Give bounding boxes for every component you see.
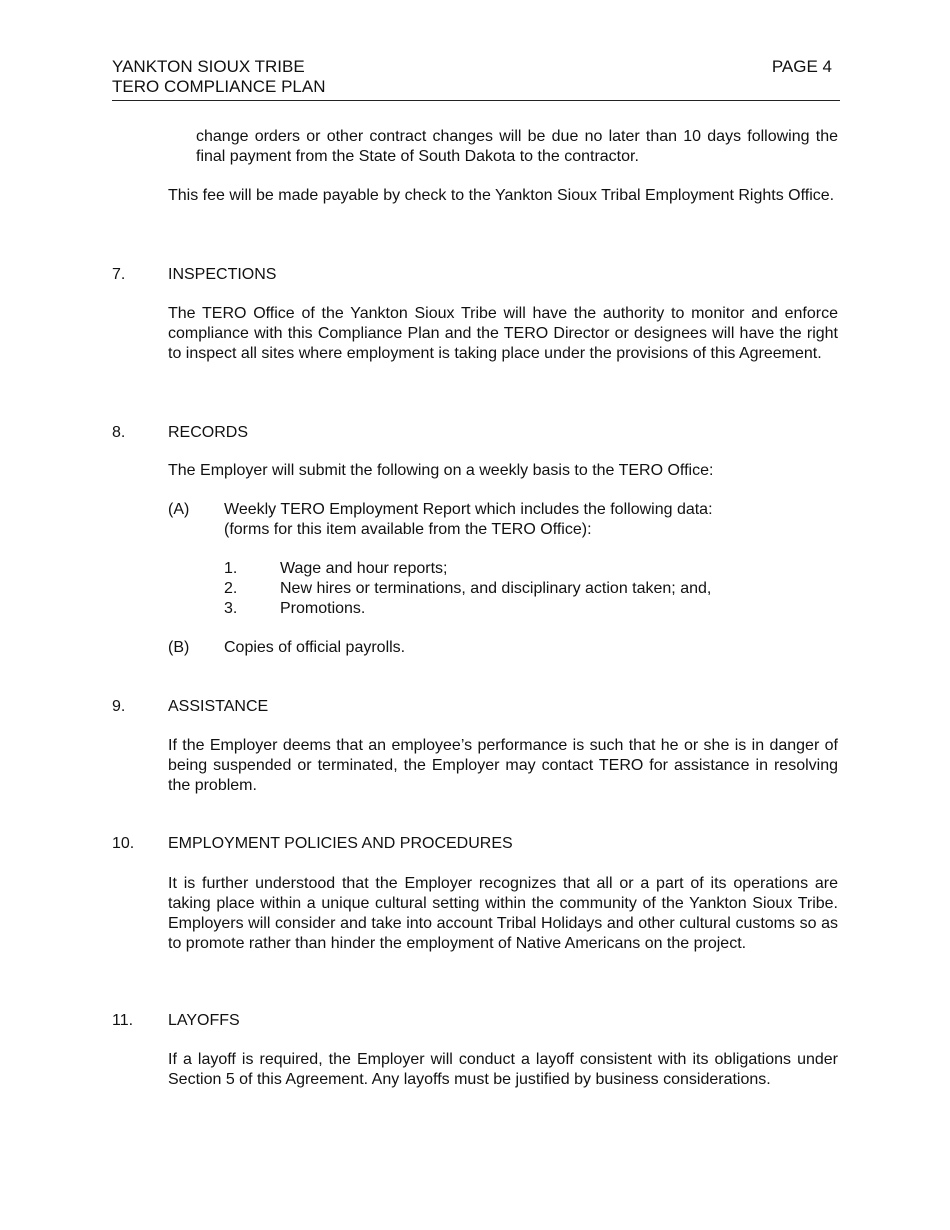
- fee-paragraph: This fee will be made payable by check to the Yankton Sioux Tribal Employment Rights Office.: [168, 187, 835, 204]
- sub-item-3-text: Promotions.: [280, 600, 366, 617]
- page-number: PAGE 4: [771, 57, 832, 76]
- section-11-body: If a layoff is required, the Employer will conduct a layoff consistent with its obligations under Section 5 of this Agreement. Any layoffs must be justified by business considerations.: [168, 1051, 838, 1088]
- section-10-body: It is further understood that the Employer recognizes that all or a part of its operations are taking place within a unique cultural setting within the community of the Yankton Sioux Tribe. Employers will consider and take into account Tribal Holidays and other cultural customs so as to promote rather than hinder the employment of Native Americans on the project.: [168, 875, 838, 952]
- list-item-b-text: Copies of official payrolls.: [224, 639, 406, 656]
- section-number: 9.: [112, 698, 126, 715]
- sub-item-2-number: 2.: [224, 580, 238, 597]
- section-number: 8.: [112, 424, 126, 441]
- section-title: INSPECTIONS: [168, 266, 277, 283]
- section-10-heading: [112, 834, 513, 854]
- list-item-a-line1: Weekly TERO Employment Report which includes the following data:: [224, 501, 713, 518]
- list-item-a-mark: (A): [168, 501, 190, 518]
- section-7-heading: [112, 265, 276, 285]
- section-9-heading: [112, 697, 268, 717]
- header-doc-title: TERO COMPLIANCE PLAN: [112, 77, 326, 96]
- section-7-body: The TERO Office of the Yankton Sioux Tribe will have the authority to monitor and enforce compliance with this Compliance Plan and the TERO Director or designees will have the right to inspect all sites where employment is taking place under the provisions of this Agreement.: [168, 305, 838, 362]
- section-title: EMPLOYMENT POLICIES AND PROCEDURES: [168, 835, 513, 852]
- section-9-body: If the Employer deems that an employee’s performance is such that he or she is in danger of being suspended or terminated, the Employer may contact TERO for assistance in resolving the problem.: [168, 737, 838, 794]
- section-number: 7.: [112, 266, 126, 283]
- section-title: ASSISTANCE: [168, 698, 269, 715]
- section-8-body: The Employer will submit the following on a weekly basis to the TERO Office:: [168, 462, 714, 479]
- sub-item-2-text: New hires or terminations, and disciplinary action taken; and,: [280, 580, 712, 597]
- list-item-b-mark: (B): [168, 639, 190, 656]
- section-title: RECORDS: [168, 424, 249, 441]
- section-number: 11.: [112, 1012, 134, 1029]
- page-header: [112, 57, 840, 101]
- sub-item-1-number: 1.: [224, 560, 238, 577]
- section-11-heading: [112, 1011, 240, 1031]
- section-title: LAYOFFS: [168, 1012, 240, 1029]
- header-org: YANKTON SIOUX TRIBE: [112, 57, 305, 76]
- section-number: 10.: [112, 835, 135, 852]
- list-item-a-line2: (forms for this item available from the TERO Office):: [224, 521, 592, 538]
- continuation-paragraph: change orders or other contract changes will be due no later than 10 days following the final payment from the State of South Dakota to the contractor.: [196, 128, 838, 165]
- sub-item-3-number: 3.: [224, 600, 238, 617]
- section-8-heading: [112, 423, 248, 443]
- sub-item-1-text: Wage and hour reports;: [280, 560, 448, 577]
